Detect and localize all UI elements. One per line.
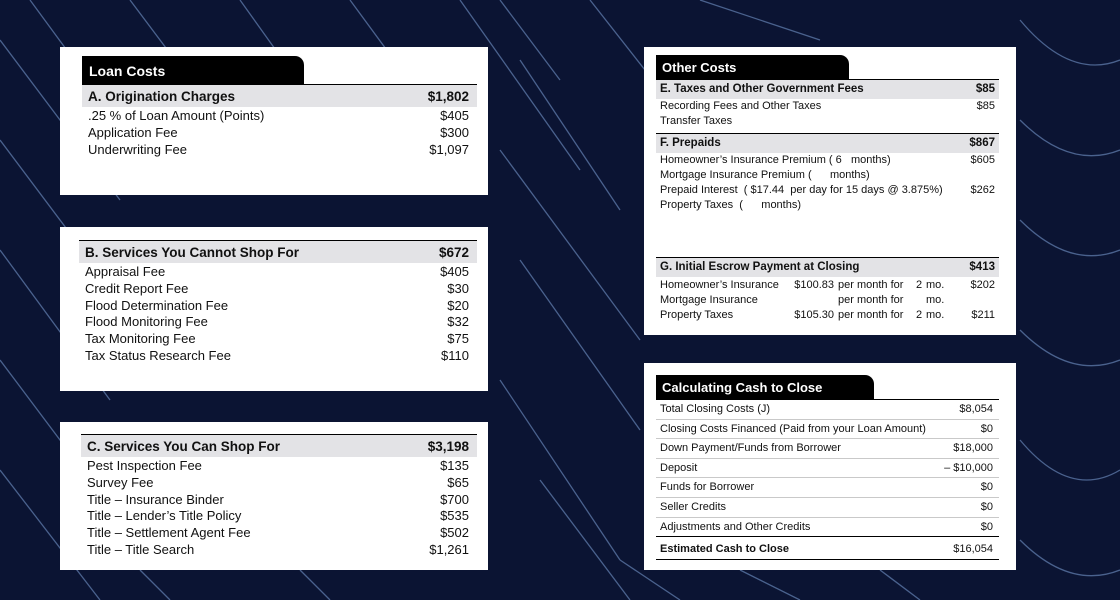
row-amount: $0 <box>980 520 993 533</box>
item-amount: $135 <box>440 458 469 473</box>
total-row <box>656 537 999 560</box>
item-name: Appraisal Fee <box>85 264 166 279</box>
list-item <box>656 153 999 168</box>
item-amount: $535 <box>440 508 469 524</box>
item-name: Homeowner’s Insurance <box>660 279 779 291</box>
table-row <box>656 518 999 538</box>
item-mo: mo. <box>926 309 945 321</box>
list-item <box>79 298 477 315</box>
section-e-total: $85 <box>975 83 995 95</box>
section-e-header <box>656 80 999 99</box>
item-amount: $20 <box>447 297 469 313</box>
item-months <box>912 293 926 308</box>
escrow-row <box>656 278 999 293</box>
list-item <box>79 314 477 331</box>
list-item <box>81 475 477 492</box>
item-months: 2 <box>915 279 923 291</box>
other-costs-title: Other Costs <box>656 55 849 79</box>
section-g-header <box>656 258 999 277</box>
row-amount: $0 <box>980 500 993 513</box>
item-amount: $211 <box>971 309 995 321</box>
item-name: Title – Lender’s Title Policy <box>87 508 242 524</box>
item-amount: $85 <box>976 100 995 112</box>
item-name: Tax Monitoring Fee <box>85 331 196 347</box>
item-amount: $262 <box>970 184 995 196</box>
section-c-header <box>81 435 477 457</box>
item-name: Transfer Taxes <box>660 115 733 127</box>
item-amount: $1,097 <box>429 141 469 157</box>
section-f-label: F. Prepaids <box>660 137 721 149</box>
item-mo: mo. <box>926 294 945 306</box>
item-rate: $105.30 <box>794 309 834 321</box>
item-amount: $405 <box>440 108 469 123</box>
item-amount: $202 <box>970 279 995 291</box>
table-row <box>656 478 999 498</box>
list-item <box>81 492 477 509</box>
table-row <box>656 459 999 479</box>
item-amount: $502 <box>440 525 469 541</box>
row-label: Funds for Borrower <box>660 481 755 494</box>
item-name: Survey Fee <box>87 474 154 490</box>
list-item <box>79 331 477 348</box>
item-amount: $300 <box>440 124 469 140</box>
section-c-total: $3,198 <box>427 439 469 454</box>
list-item <box>81 508 477 525</box>
other-costs-card <box>644 47 1016 335</box>
section-g-label: G. Initial Escrow Payment at Closing <box>660 261 860 273</box>
row-label: Down Payment/Funds from Borrower <box>660 442 841 455</box>
row-label: Deposit <box>660 461 698 474</box>
item-amount: $110 <box>441 347 469 363</box>
section-f-total: $867 <box>969 137 995 149</box>
item-name: Mortgage Insurance Premium ( months) <box>660 169 870 181</box>
section-b-total: $672 <box>438 245 469 260</box>
section-f-header <box>656 134 999 153</box>
item-name: Property Taxes ( months) <box>660 199 802 211</box>
item-amount: $605 <box>970 154 995 166</box>
row-amount: $0 <box>980 422 993 435</box>
row-amount: $18,000 <box>953 442 993 455</box>
cash-to-close-title: Calculating Cash to Close <box>656 375 874 399</box>
item-amount: $30 <box>447 280 469 296</box>
item-amount: $1,261 <box>429 541 469 557</box>
list-item <box>82 125 477 142</box>
row-label: Adjustments and Other Credits <box>660 520 811 533</box>
item-name: Application Fee <box>88 124 178 140</box>
total-amount: $16,054 <box>953 543 993 556</box>
list-item <box>79 264 477 281</box>
list-item <box>656 114 999 129</box>
section-e-label: E. Taxes and Other Government Fees <box>660 83 864 95</box>
item-amount: $65 <box>447 474 469 490</box>
escrow-row <box>656 293 999 308</box>
list-item <box>656 198 999 213</box>
item-name: Prepaid Interest ( $17.44 per day for 15 days @ 3.875%) <box>660 184 943 196</box>
section-a-label: A. Origination Charges <box>88 89 236 104</box>
table-row <box>656 439 999 459</box>
item-amount: $75 <box>447 331 469 347</box>
section-b-label: B. Services You Cannot Shop For <box>85 245 300 260</box>
row-label: Seller Credits <box>660 500 727 513</box>
section-g-total: $413 <box>969 261 995 273</box>
row-label: Closing Costs Financed (Paid from your Loan Amount) <box>660 422 926 435</box>
item-name: Mortgage Insurance <box>660 294 758 306</box>
list-item <box>81 542 477 559</box>
item-name: Recording Fees and Other Taxes <box>660 100 822 112</box>
item-name: Title – Settlement Agent Fee <box>87 525 251 541</box>
table-row <box>656 420 999 440</box>
section-b-header <box>79 241 477 263</box>
item-mo: mo. <box>926 279 945 291</box>
table-row <box>656 498 999 518</box>
item-rate <box>790 293 834 308</box>
item-name: Property Taxes <box>660 309 734 321</box>
list-item <box>82 108 477 125</box>
item-name: Flood Determination Fee <box>85 297 229 313</box>
row-label: Total Closing Costs (J) <box>660 403 771 415</box>
row-amount: $0 <box>980 481 993 494</box>
escrow-row <box>656 308 999 323</box>
item-amount <box>956 293 995 308</box>
item-rate: $100.83 <box>794 279 834 291</box>
row-amount: $8,054 <box>959 403 993 415</box>
cash-to-close-card <box>644 363 1016 570</box>
item-name: Title – Insurance Binder <box>87 491 224 507</box>
list-item <box>79 348 477 365</box>
list-item <box>79 281 477 298</box>
section-c-card <box>60 422 488 570</box>
section-b-card <box>60 227 488 391</box>
item-per: per month for <box>838 309 904 321</box>
section-a-total: $1,802 <box>427 89 469 104</box>
list-item <box>82 142 477 159</box>
item-name: Title – Title Search <box>87 541 195 557</box>
item-name: .25 % of Loan Amount (Points) <box>88 108 265 123</box>
item-name: Pest Inspection Fee <box>87 458 202 473</box>
list-item <box>656 168 999 183</box>
total-label: Estimated Cash to Close <box>660 543 789 556</box>
list-item <box>656 183 999 198</box>
item-name: Flood Monitoring Fee <box>85 314 208 330</box>
item-name: Homeowner’s Insurance Premium ( 6 months) <box>660 154 891 166</box>
section-c-label: C. Services You Can Shop For <box>87 439 281 454</box>
item-per: per month for <box>838 294 904 306</box>
item-amount: $32 <box>447 314 469 330</box>
item-amount: $405 <box>440 264 469 279</box>
item-per: per month for <box>838 279 904 291</box>
item-name: Credit Report Fee <box>85 280 189 296</box>
item-name: Underwriting Fee <box>88 141 187 157</box>
row-amount: – $10,000 <box>944 461 993 474</box>
list-item <box>656 99 999 114</box>
section-a-header <box>82 85 477 107</box>
loan-costs-card <box>60 47 488 195</box>
item-name: Tax Status Research Fee <box>85 347 231 363</box>
loan-costs-title: Loan Costs <box>82 56 304 84</box>
table-row <box>656 400 999 420</box>
list-item <box>81 525 477 542</box>
item-months: 2 <box>915 309 923 321</box>
list-item <box>81 458 477 475</box>
item-amount: $700 <box>440 491 469 507</box>
